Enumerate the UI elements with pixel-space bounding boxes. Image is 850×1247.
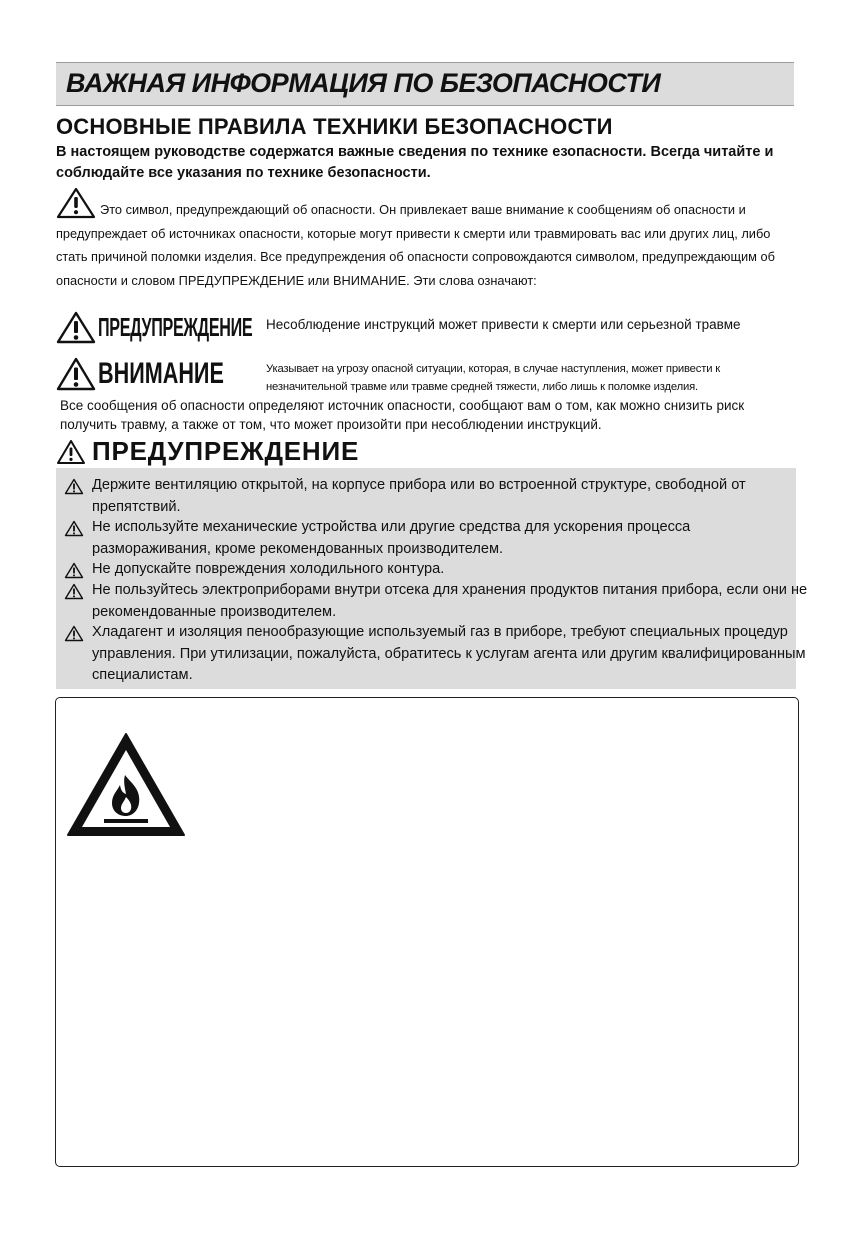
warning-triangle-icon — [64, 583, 84, 600]
lead-text: В настоящем руководстве содержатся важные сведения по технике езопасности. Всегда читайте и соблюдайте все указания по технике безопасности. — [56, 144, 774, 181]
title-bar — [56, 62, 794, 106]
warning-word: ПРЕДУПРЕЖДЕНИЕ — [98, 312, 253, 342]
warnings-list — [56, 468, 808, 689]
warning-triangle-icon — [64, 478, 84, 495]
list-item — [64, 517, 808, 560]
section-heading: ОСНОВНЫЕ ПРАВИЛА ТЕХНИКИ БЕЗОПАСНОСТИ — [56, 114, 613, 139]
warning-triangle-icon — [56, 439, 86, 465]
flammable-notice-box — [55, 697, 799, 1167]
list-item-text: Не допускайте повреждения холодильного контура. — [92, 561, 445, 577]
list-item — [64, 622, 808, 687]
warning-triangle-icon — [64, 625, 84, 642]
warnings-heading — [56, 436, 359, 467]
list-item-text: Не пользуйтесь электроприборами внутри отсека для хранения продуктов питания прибора, если они не рекомендованные производителем. — [92, 582, 808, 620]
warnings-heading-text: ПРЕДУПРЕЖДЕНИЕ — [92, 436, 360, 466]
symbol-description: Это символ, предупреждающий об опасности. Он привлекает ваше внимание к сообщениям об опасности и предупреждает об источниках опасности, которые могут привести к смерти или травмировать вас или других лиц, либо стать причиной поломки изделия. Все предупреждения об опасности сопровождаются символом, предупреждающим об опасности и словом ПРЕДУПРЕЖДЕНИЕ или ВНИМАНИЕ. Эти слова означают: — [56, 202, 775, 288]
caution-word: ВНИМАНИЕ — [98, 357, 224, 390]
warning-triangle-icon — [56, 311, 96, 344]
warning-definition: Несоблюдение инструкций может привести к смерти или серьезной травме — [266, 317, 741, 332]
warning-triangle-icon — [64, 520, 84, 537]
list-item-text: Хладагент и изоляция пенообразующие используемый газ в приборе, требуют специальных процедур управления. При утилизации, пожалуйста, обратитесь к услугам агента или другим квалифицированным специалистам. — [92, 624, 806, 683]
warning-triangle-icon — [64, 562, 84, 579]
summary-text: Все сообщения об опасности определяют источник опасности, сообщают вам о том, как можно снизить риск получить травму, а также от том, что может произойти при несоблюдении инструкций. — [60, 398, 745, 432]
caution-definition: Указывает на угрозу опасной ситуации, которая, в случае наступления, может привести к незначительной травме или травме средней тяжести, либо лишь к поломке изделия. — [266, 363, 720, 393]
caution-signal-word — [56, 357, 273, 391]
flammable-warning-icon — [65, 731, 187, 839]
warning-triangle-icon — [56, 357, 96, 391]
list-item — [64, 559, 808, 581]
page-title: ВАЖНАЯ ИНФОРМАЦИЯ ПО БЕЗОПАСНОСТИ — [66, 68, 661, 98]
list-item — [64, 475, 808, 518]
list-item — [64, 580, 808, 623]
list-item-text: Не используйте механические устройства или другие средства для ускорения процесса размораживания, кроме рекомендованных производителем. — [92, 519, 691, 557]
list-item-text: Держите вентиляцию открытой, на корпусе прибора или во встроенной структуре, свободной от препятствий. — [92, 477, 746, 515]
